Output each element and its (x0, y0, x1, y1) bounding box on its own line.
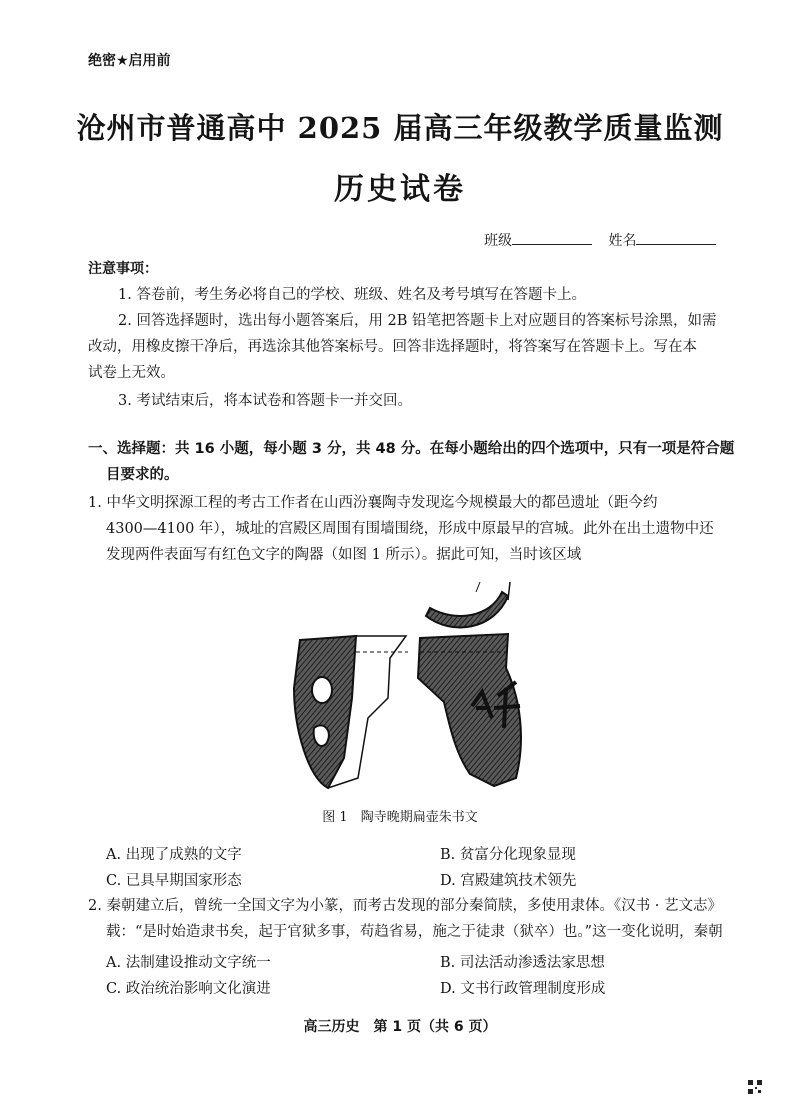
class-label: 班级 (484, 233, 512, 249)
option-a: A. 法制建设推动文字统一 (106, 955, 271, 971)
option-b: B. 司法活动渗透法家思想 (440, 955, 605, 971)
note-item: 改动，用橡皮擦干净后，再选涂其他答案标号。回答非选择题时，将答案写在答题卡上。写在本 (88, 339, 697, 355)
question-1-text: 发现两件表面写有红色文字的陶器（如图 1 所示）。据此可知，当时该区域 (106, 547, 582, 563)
section-heading: 一、选择题：共 16 小题，每小题 3 分，共 48 分。在每小题给出的四个选项中，只有一项是符合题 (88, 441, 735, 457)
option-c: C. 已具早期国家形态 (106, 873, 242, 889)
note-item: 1. 答卷前，考生务必将自己的学校、班级、姓名及考号填写在答题卡上。 (118, 287, 586, 303)
class-name-line (484, 230, 728, 250)
option-b: B. 贫富分化现象显现 (440, 847, 576, 863)
question-2-text: 2. 秦朝建立后，曾统一全国文字为小篆，而考古发现的部分秦简牍，多使用隶体。《汉书 · 艺文志》 (88, 898, 723, 914)
exam-subject: 历史试卷 (334, 172, 466, 207)
note-item: 2. 回答选择题时，选出每小题答案后，用 2B 铅笔把答题卡上对应题目的答案标号涂黑，如需 (118, 313, 717, 329)
name-label: 姓名 (608, 233, 637, 249)
question-2-text: 载：“是时始造隶书矣，起于官狱多事，苟趋省易，施之于徒隶（狱卒）也。”这一变化说明，秦朝 (106, 924, 723, 940)
option-c: C. 政治统治影响文化演进 (106, 981, 271, 997)
notes-heading: 注意事项： (88, 261, 158, 277)
confidential-mark: 绝密★启用前 (88, 53, 171, 69)
name-blank (636, 230, 716, 245)
section-heading-cont: 目要求的。 (106, 467, 179, 483)
class-blank (512, 230, 592, 245)
option-d: D. 文书行政管理制度形成 (440, 981, 606, 997)
option-d: D. 宫殿建筑技术领先 (440, 873, 577, 889)
pottery-figure (280, 578, 540, 800)
qr-code-icon (748, 1080, 762, 1094)
note-item: 试卷上无效。 (88, 365, 175, 381)
exam-title: 沧州市普通高中 2025 届高三年级教学质量监测 (76, 111, 724, 145)
figure-caption: 图 1 陶寺晚期扁壶朱书文 (322, 810, 478, 825)
question-1-text: 1. 中华文明探源工程的考古工作者在山西汾襄陶寺发现迄今规模最大的都邑遗址（距今约 (88, 495, 658, 511)
question-1-text: 4300—4100 年），城址的宫殿区周围有围墙围绕，形成中原最早的宫城。此外在出土遗物中还 (106, 521, 714, 537)
option-a: A. 出现了成熟的文字 (106, 847, 242, 863)
page-footer: 高三历史 第 1 页（共 6 页） (303, 1019, 497, 1035)
note-item: 3. 考试结束后，将本试卷和答题卡一并交回。 (118, 393, 412, 409)
